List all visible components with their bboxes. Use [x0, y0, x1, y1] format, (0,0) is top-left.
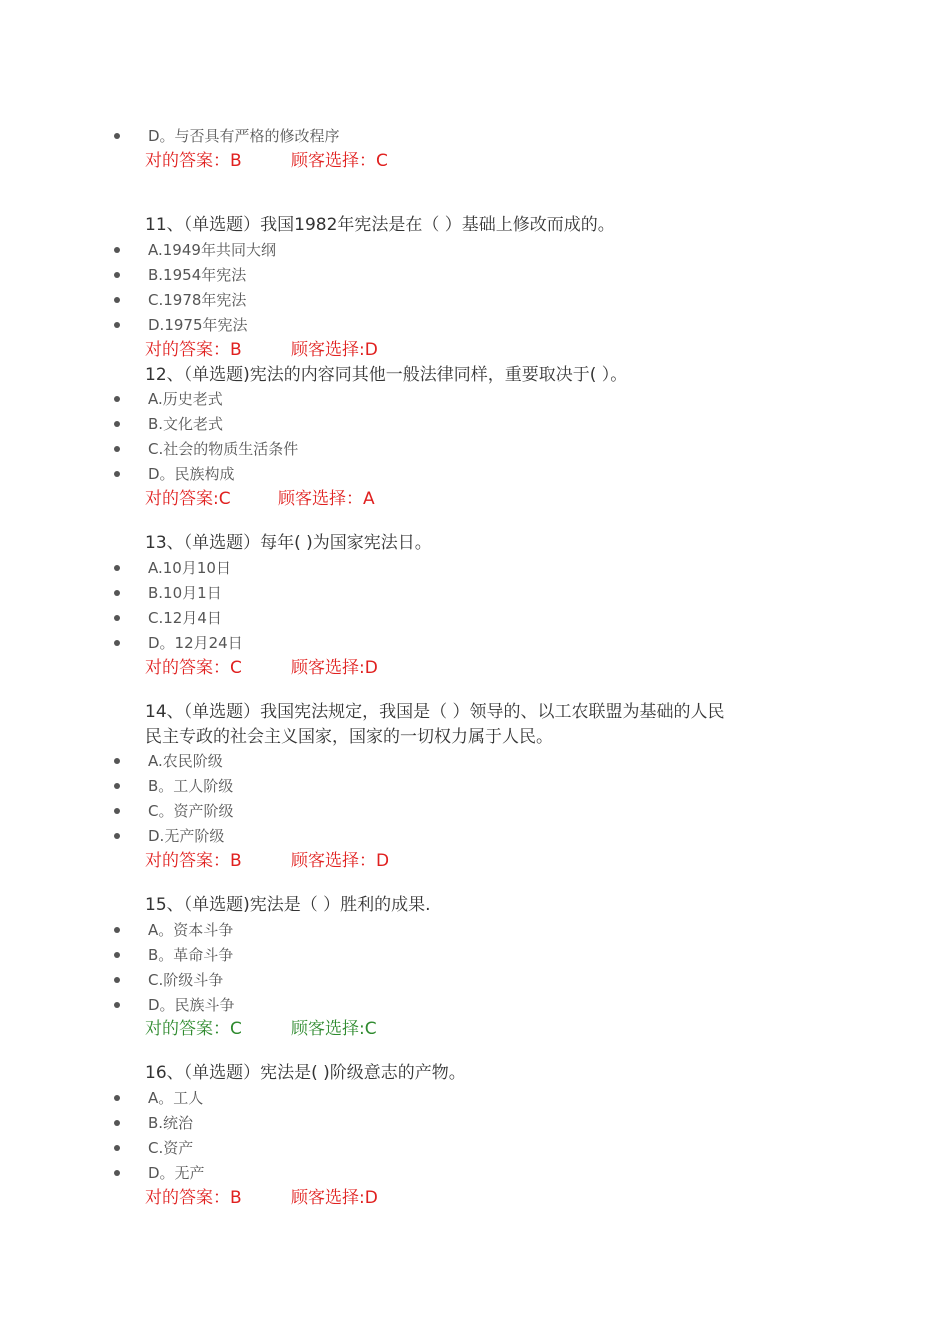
option-q15-b: B。革命斗争 [148, 946, 234, 964]
option-q13-b: B.10月1日 [148, 584, 222, 602]
answer-line-q12 [145, 487, 375, 511]
list-bullet [114, 590, 120, 596]
list-bullet [114, 446, 120, 452]
list-bullet [114, 396, 120, 402]
list-bullet [114, 133, 120, 139]
option-q16-c: C.资产 [148, 1139, 194, 1157]
user-choice: 顾客选择：C [291, 151, 388, 171]
question-q11: 11、（单选题）我国1982年宪法是在（ ）基础上修改而成的。 [145, 215, 615, 235]
answer-line-q13 [145, 656, 378, 680]
list-bullet [114, 1145, 120, 1151]
list-bullet [114, 808, 120, 814]
option-q11-d: D.1975年宪法 [148, 316, 248, 334]
list-bullet [114, 1120, 120, 1126]
option-q12-b: B.文化老式 [148, 415, 224, 433]
user-choice: 顾客选择:D [291, 1188, 378, 1208]
option-q15-d: D。民族斗争 [148, 996, 235, 1014]
option-q12-a: A.历史老式 [148, 390, 223, 408]
list-bullet [114, 272, 120, 278]
option-q14-b: B。工人阶级 [148, 777, 234, 795]
question-q14-line-2: 民主专政的社会主义国家，国家的一切权力属于人民。 [145, 727, 553, 747]
answer-line-q16 [145, 1186, 378, 1210]
option-q11-a: A.1949年共同大纲 [148, 241, 276, 259]
list-bullet [114, 1170, 120, 1176]
list-bullet [114, 1002, 120, 1008]
option-q13-d: D。12月24日 [148, 634, 243, 652]
list-bullet [114, 471, 120, 477]
option-q16-b: B.统治 [148, 1114, 194, 1132]
list-bullet [114, 977, 120, 983]
question-q14-line-1: 14、（单选题）我国宪法规定，我国是（ ）领导的、以工农联盟为基础的人民 [145, 702, 725, 722]
list-bullet [114, 421, 120, 427]
option-q12-c: C.社会的物质生活条件 [148, 440, 299, 458]
answer-line-q10 [145, 149, 388, 173]
option-q11-c: C.1978年宪法 [148, 291, 247, 309]
list-bullet [114, 783, 120, 789]
option-q15-c: C.阶级斗争 [148, 971, 224, 989]
option-q11-b: B.1954年宪法 [148, 266, 247, 284]
option-q12-d: D。民族构成 [148, 465, 235, 483]
list-bullet [114, 615, 120, 621]
user-choice: 顾客选择:C [291, 1019, 377, 1039]
correct-answer: 对的答案：C [145, 658, 242, 678]
question-q15: 15、（单选题)宪法是（ ）胜利的成果. [145, 895, 431, 915]
answer-line-q14 [145, 849, 390, 873]
answer-line-q15 [145, 1017, 377, 1041]
list-bullet [114, 640, 120, 646]
correct-answer: 对的答案：B [145, 151, 242, 171]
answer-line-q11 [145, 338, 378, 362]
option-q13-a: A.10月10日 [148, 559, 231, 577]
list-bullet [114, 565, 120, 571]
user-choice: 顾客选择：A [278, 489, 375, 509]
option-q14-c: C。资产阶级 [148, 802, 234, 820]
user-choice: 顾客选择:D [291, 340, 378, 360]
option-q16-a: A。工人 [148, 1089, 204, 1107]
correct-answer: 对的答案：B [145, 1188, 242, 1208]
correct-answer: 对的答案：C [145, 1019, 242, 1039]
question-q16: 16、（单选题）宪法是( )阶级意志的产物。 [145, 1063, 466, 1083]
question-q13: 13、（单选题）每年( )为国家宪法日。 [145, 533, 432, 553]
list-bullet [114, 247, 120, 253]
list-bullet [114, 758, 120, 764]
option-q14-a: A.农民阶级 [148, 752, 223, 770]
option-q15-a: A。资本斗争 [148, 921, 234, 939]
correct-answer: 对的答案:C [145, 489, 231, 509]
option-q10-d: D。与否具有严格的修改程序 [148, 127, 340, 145]
option-q13-c: C.12月4日 [148, 609, 222, 627]
list-bullet [114, 833, 120, 839]
correct-answer: 对的答案：B [145, 340, 242, 360]
list-bullet [114, 952, 120, 958]
correct-answer: 对的答案：B [145, 851, 242, 871]
user-choice: 顾客选择:D [291, 658, 378, 678]
option-q16-d: D。无产 [148, 1164, 205, 1182]
option-q14-d: D.无产阶级 [148, 827, 225, 845]
list-bullet [114, 297, 120, 303]
list-bullet [114, 322, 120, 328]
question-q12: 12、（单选题)宪法的内容同其他一般法律同样，重要取决于( ）。 [145, 365, 628, 385]
list-bullet [114, 927, 120, 933]
list-bullet [114, 1095, 120, 1101]
user-choice: 顾客选择：D [291, 851, 390, 871]
